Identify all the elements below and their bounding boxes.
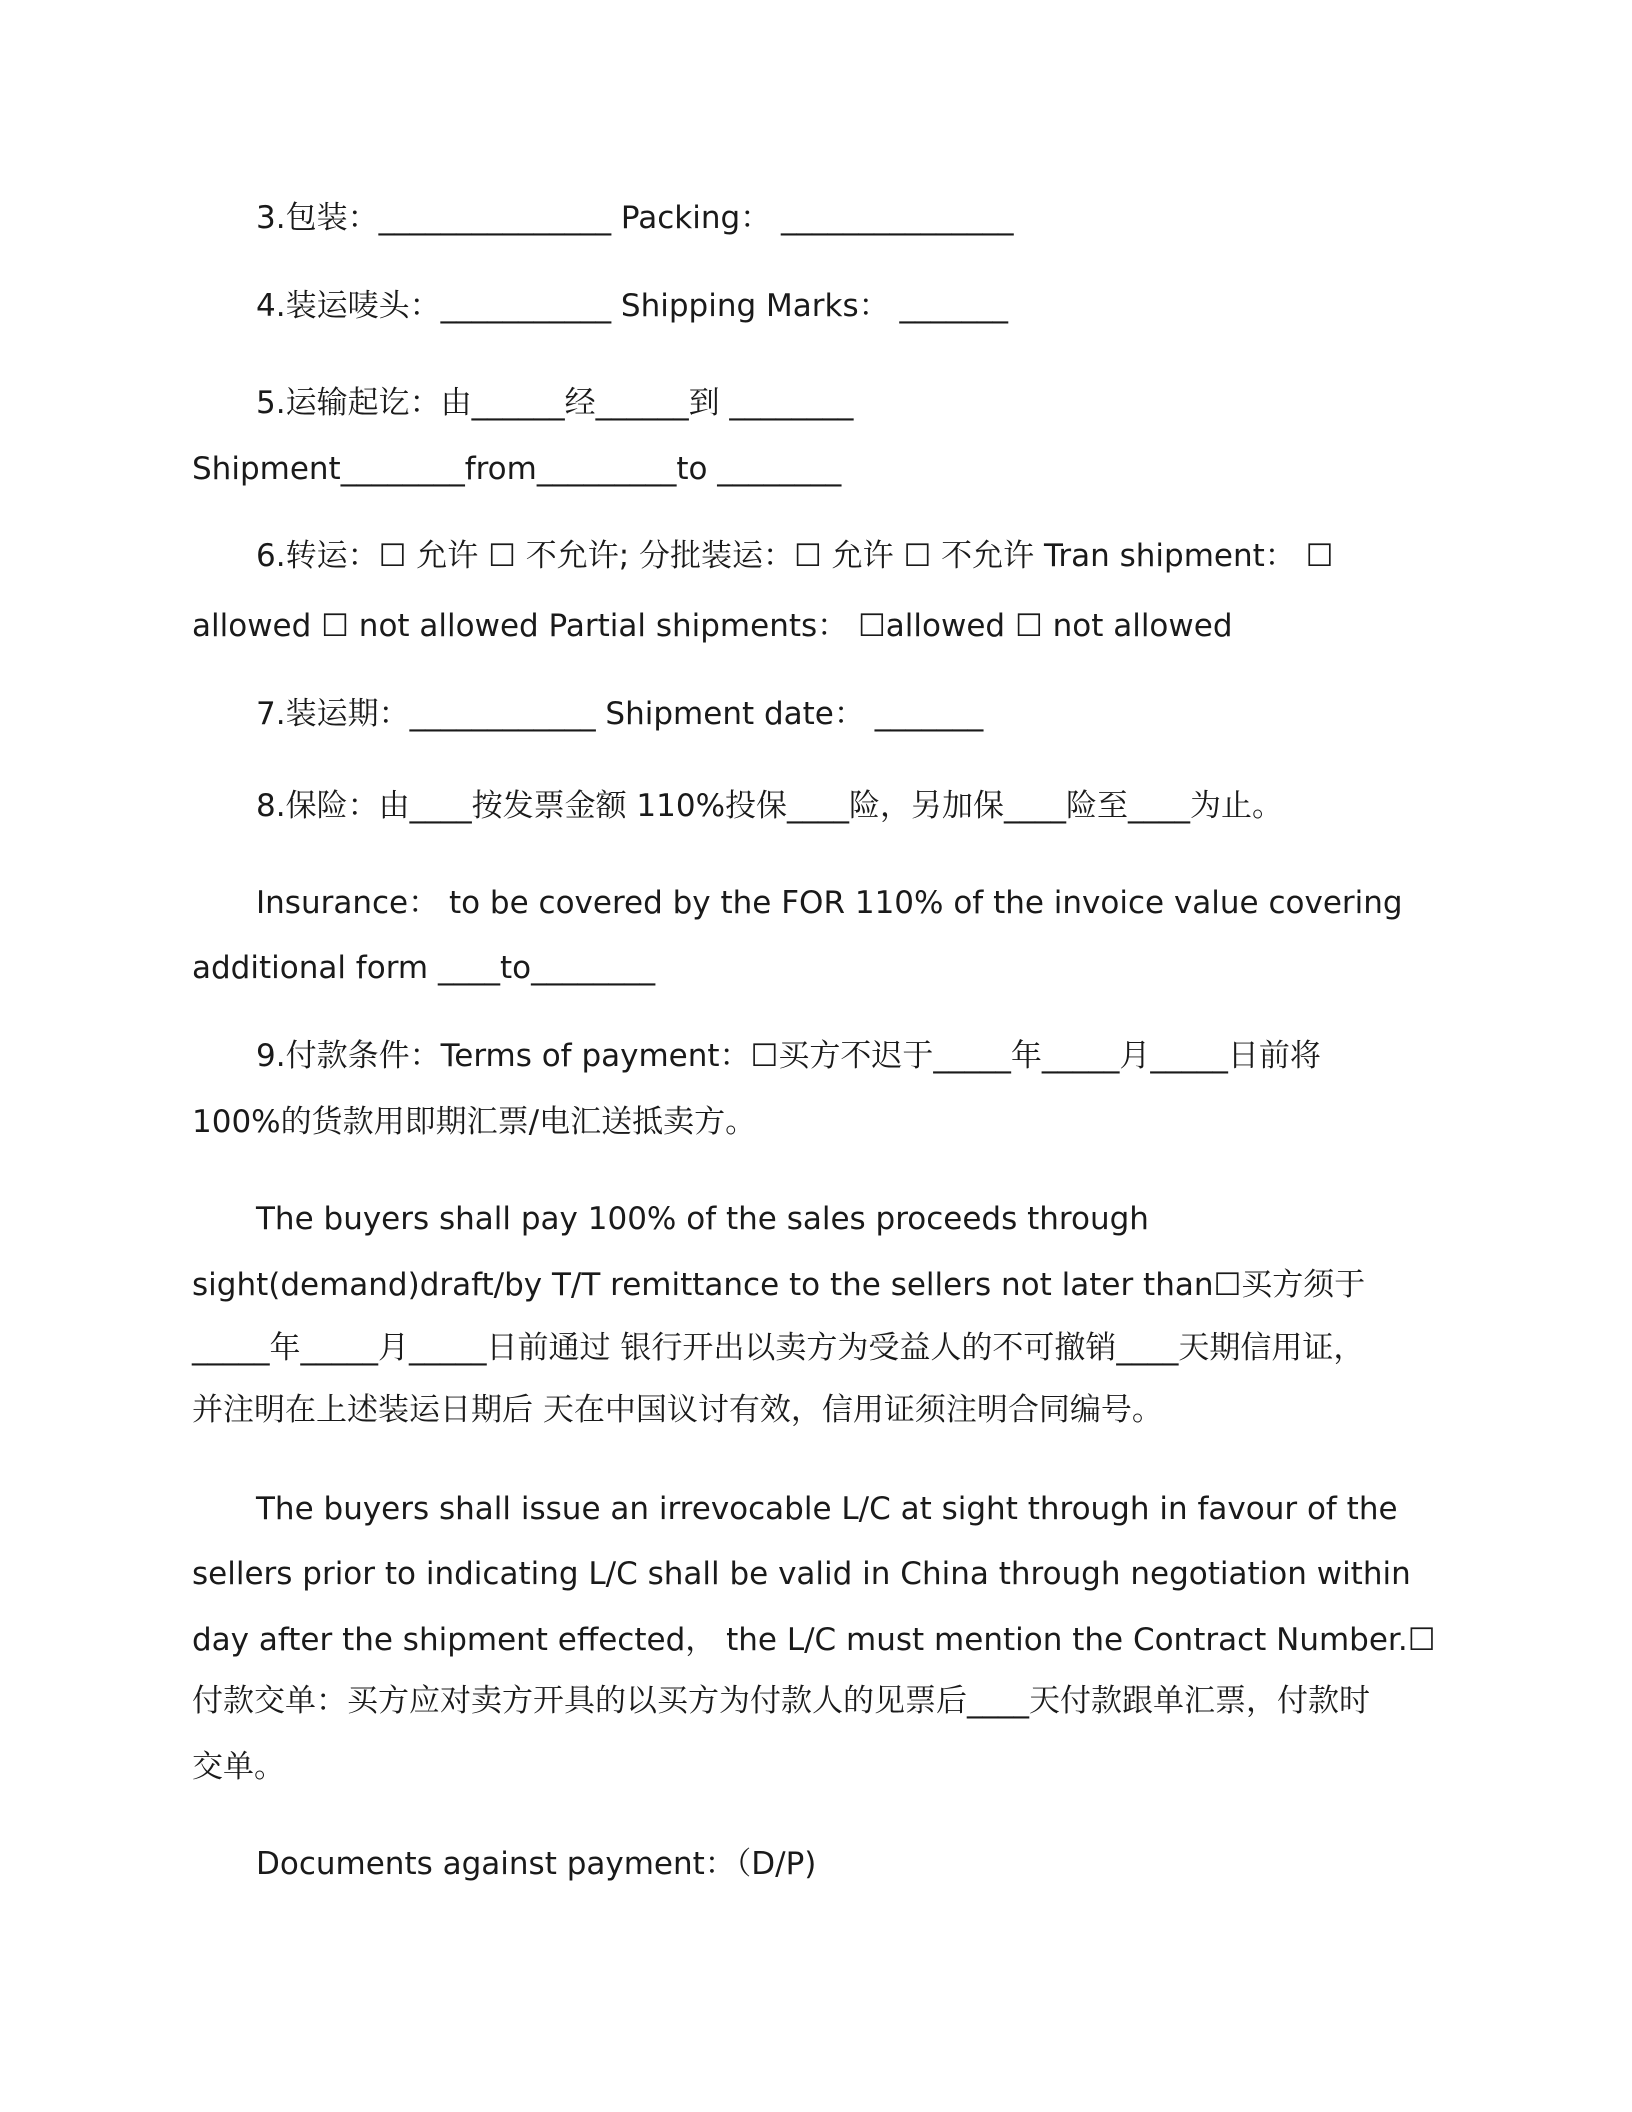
shipping-marks-line: 4.装运唛头：___________ Shipping Marks： _______	[256, 288, 1008, 324]
documents-payment-cn-line-2: 交单。	[192, 1749, 285, 1785]
documents-payment-cn-line: 付款交单：买方应对卖方开具的以买方为付款人的见票后____天付款跟单汇票，付款时	[192, 1683, 1370, 1719]
shipment-date-line: 7.装运期：____________ Shipment date： _______	[256, 696, 984, 732]
partial-shipments-line: allowed ☐ not allowed Partial shipments： ☐allowed ☐ not allowed	[192, 608, 1233, 644]
shipment-route-line: Shipment________from_________to ________	[192, 451, 842, 487]
payment-terms-line-2: 100%的货款用即期汇票/电汇送抵卖方。	[192, 1104, 757, 1140]
buyers-pay-line: The buyers shall pay 100% of the sales proceeds through	[256, 1201, 1149, 1237]
contract-number-line: day after the shipment effected， the L/C must mention the Contract Number.☐	[192, 1622, 1436, 1658]
transshipment-line: 6.转运：☐ 允许 ☐ 不允许; 分批装运：☐ 允许 ☐ 不允许 Tran shipment： ☐	[256, 538, 1334, 574]
sellers-prior-line: sellers prior to indicating L/C shall be valid in China through negotiation within	[192, 1556, 1411, 1592]
insurance-en-line: Insurance： to be covered by the FOR 110% of the invoice value covering	[256, 885, 1403, 921]
insurance-cn-line: 8.保险：由____按发票金额 110%投保____险，另加保____险至____为止。	[256, 788, 1284, 824]
irrevocable-lc-line: The buyers shall issue an irrevocable L/C at sight through in favour of the	[256, 1491, 1398, 1527]
documents-against-payment-line: Documents against payment：（D/P)	[256, 1846, 817, 1882]
lc-date-line: _____年_____月_____日前通过 银行开出以卖方为受益人的不可撤销____天期信用证，	[192, 1330, 1365, 1366]
sight-draft-line: sight(demand)draft/by T/T remittance to the sellers not later than☐买方须于	[192, 1267, 1366, 1303]
insurance-additional-line: additional form ____to________	[192, 950, 656, 986]
lc-validity-line: 并注明在上述装运日期后 天在中国议讨有效，信用证须注明合同编号。	[192, 1392, 1163, 1428]
payment-terms-line: 9.付款条件：Terms of payment：☐买方不迟于_____年_____月_____日前将	[256, 1038, 1321, 1074]
packing-line: 3.包装：_______________ Packing： _______________	[256, 200, 1014, 236]
transport-route-line: 5.运输起讫：由______经______到 ________	[256, 385, 854, 421]
